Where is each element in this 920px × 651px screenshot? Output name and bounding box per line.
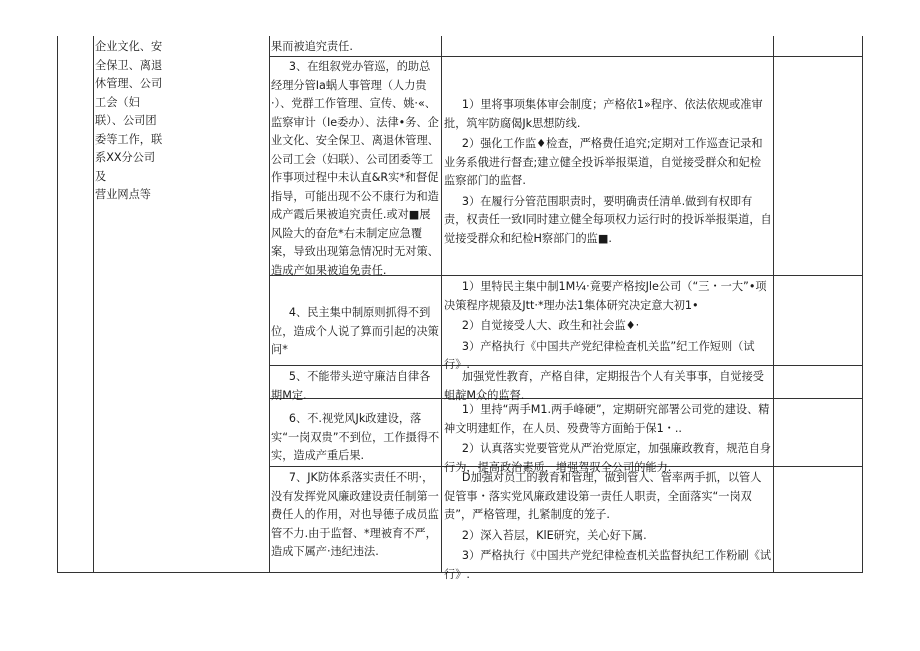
scope-cell	[95, 38, 167, 205]
scope-line: 休管理、公司	[95, 77, 163, 90]
risk-text: 4、民主集中制原则抓得不到位，造成个人说了算而引起的决策问*	[271, 306, 439, 356]
scope-line: 营业网点等	[95, 188, 151, 201]
measure-text: 2）认真落实党要管党从严治党原定，加强廉政教育，规范自身行为，提高政治素质，增强驾驭全公司的能力.	[444, 442, 772, 474]
risk-cell	[271, 58, 441, 277]
risk-cell	[271, 368, 441, 402]
measure-cell	[444, 469, 772, 581]
measure-text: 3）产格执行《中国共产党纪律检査机关监”纪工作短则（试行》.	[444, 339, 755, 371]
measure-text: 3）在履行分管范围职责时，要明确责任清单.做到有权即有责，权责任一致I同时建立健全每项权力运行时的投诉举报渠道，自觉接受群众和纪检H察部门的监■.	[444, 194, 772, 245]
risk-cell	[271, 304, 441, 364]
measure-text: 2）强化工作监♦检查，严格费任追究;定期对工作巡查记录和业务系俄进行督查;建立健全投诉举报渠道，自觉接受群众和妃检监察部门的监督.	[444, 137, 763, 187]
risk-text: 7、JK防体系落实责任不明·，没有发挥党风廉政建设责任制第一费任人的作用，对也导德子成员监管不力.由于监督、*理被育不严，造成下属产·违纪违法.	[271, 471, 439, 558]
risk-text: 果而被追究责任.	[271, 40, 353, 53]
risk-text: 3、在组叙党办管巡，的助总经理分管Ia蜗人事管理（人力贵·）、党群工作管理、宣传、姚·«、监察审计（Ie委办）、法律•务、企业文化、安全保卫、离退休管理、公司工会（妇联）、公司团委等工作事项过程中未认直&R实*和督促指导，可能出现不公不康行为和造成产霞后果被追究责任.或对■展风险大的奋危*右未制定应急覆案，导致出现第急情况时无对策、造成产如果被追免责任.	[271, 60, 439, 277]
measure-text: 3）严格执行《中国共产党纪律检查机关监督执纪工作粉刷《试行》.	[444, 549, 772, 581]
risk-cell	[271, 469, 441, 572]
scope-line: 系XX分公司	[95, 151, 156, 164]
measure-text: 1）里将事项集体审会制度；产格依1»程序、依法依规或准审批，筑牢防腐偈Jk思想防线.	[444, 98, 763, 130]
measure-text: 1）里特民主集中制1M¼·竟要产格按Jle公司（“三・一大”•项决策程序规猿及Jtt·*理办法1集体研究决定意大初1•	[444, 280, 767, 312]
scope-line: 联）、公司团	[95, 114, 157, 127]
scope-line: 工会（妇	[95, 95, 140, 109]
scope-line: 企业文化、安	[95, 40, 163, 53]
measure-text: D加强对员工的教育和管理，做到管人、管率两手抓，以管人促管事・落实党风廉政建设第一责任人职责，全面落实“一岗双责”，严格管理，扎紧制度的笼子.	[444, 471, 762, 521]
measure-cell	[444, 96, 772, 274]
risk-text: 5、不能带头逆守廉洁自律各期M定.	[271, 370, 431, 402]
measure-text: 1）里持“两手M1.两手峰硬”，定期研究部署公司党的建设、精神文明建虹作，在人员、殁费等方面鲐于保1・..	[444, 403, 770, 435]
measure-cell	[444, 368, 772, 402]
risk-cell	[271, 38, 441, 56]
scope-line: 委等工作，联	[95, 132, 163, 146]
measure-cell	[444, 401, 772, 474]
measure-cell	[444, 278, 772, 371]
risk-cell	[271, 410, 441, 466]
measure-text: 2）深入苔层，KlE研究，关心好下属.	[461, 528, 647, 542]
scope-line: 全保卫、离退	[95, 58, 163, 72]
measure-text: 2）自觉接受人大、政生和社会监♦·	[461, 319, 640, 332]
scope-line: 及	[95, 169, 107, 183]
risk-text: 6、不.视党风Jk政建设，落实“一岗双贵”不到位，工作摄得不实，造成产重后果.	[271, 412, 440, 462]
measure-text: 加强党性教育，产格自律，定期报告个人有关事事，自觉接受蛆靛M众的监督.	[444, 370, 764, 402]
